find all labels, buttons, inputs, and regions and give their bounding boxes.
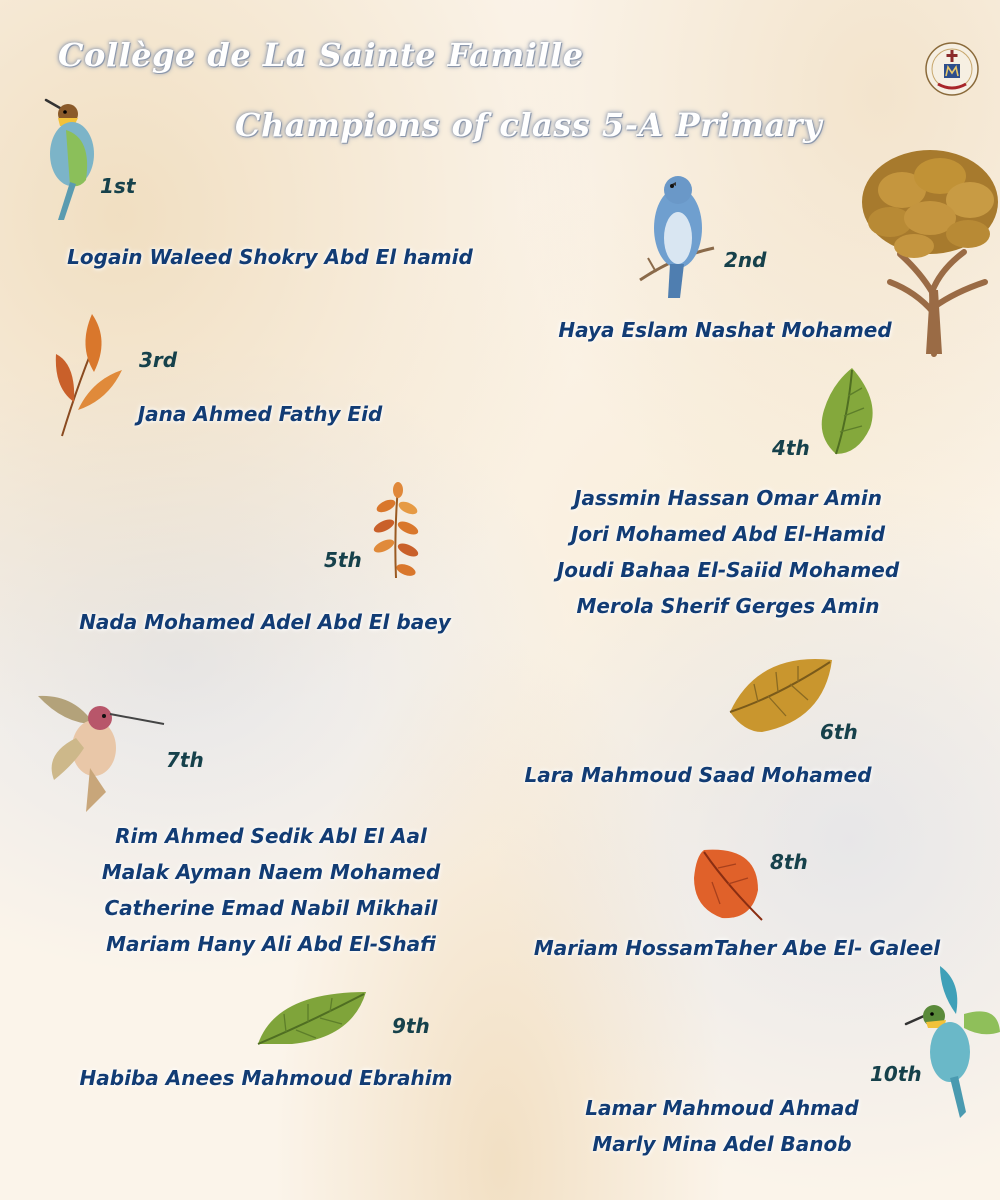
rank-label-4th: 4th [772,436,810,460]
winners-5th [70,610,460,634]
winner-name: Malak Ayman Naem Mohamed [101,860,441,884]
winners-2nd [540,318,910,342]
orange-fern-icon [370,482,422,582]
winner-name: Joudi Bahaa El-Saiid Mohamed [556,558,900,582]
kingfisher-bird-icon [904,962,1000,1120]
rank-label-5th: 5th [324,548,362,572]
winner-name: Lara Mahmoud Saad Mohamed [524,763,872,787]
winner-name: Mariam HossamTaher Abe El- Galeel [533,936,941,960]
winner-name: Mariam Hany Ali Abd El-Shafi [106,932,436,956]
olive-leaf-icon [256,988,368,1046]
red-leaf-icon [692,846,764,922]
winners-9th [64,1066,468,1090]
bee-eater-bird-icon [40,96,102,224]
rank-label-7th: 7th [166,748,204,772]
winner-name: Jassmin Hassan Omar Amin [574,486,882,510]
winner-name: Lamar Mahmoud Ahmad [585,1096,859,1120]
school-title: Collège de La Sainte Famille [58,36,584,74]
golden-leaf-icon [728,656,834,734]
winner-name: Logain Waleed Shokry Abd El hamid [67,245,473,269]
winners-3rd [120,402,400,426]
rank-label-1st: 1st [100,174,136,198]
winner-name: Merola Sherif Gerges Amin [576,594,880,618]
winner-name: Jori Mohamed Abd El-Hamid [570,522,886,546]
winners-6th [510,763,886,787]
winner-name: Catherine Emad Nabil Mikhail [104,896,438,920]
winners-4th [538,480,918,624]
winners-1st [60,245,480,269]
winner-name: Haya Eslam Nashat Mohamed [558,318,892,342]
rank-label-6th: 6th [820,720,858,744]
rank-label-3rd: 3rd [139,348,178,372]
winner-name: Jana Ahmed Fathy Eid [137,402,383,426]
winners-7th [84,818,458,962]
winner-name: Rim Ahmed Sedik Abl El Aal [115,824,427,848]
bluebird-icon [638,172,716,300]
rank-label-10th: 10th [870,1062,922,1086]
winners-10th [562,1090,882,1162]
rank-label-8th: 8th [770,850,808,874]
winner-name: Habiba Anees Mahmoud Ebrahim [79,1066,453,1090]
hummingbird-icon [34,684,166,816]
autumn-leaves-icon [52,310,126,438]
rank-label-2nd: 2nd [724,248,767,272]
rank-label-9th: 9th [392,1014,430,1038]
green-leaf-icon [818,366,878,458]
winner-name: Marly Mina Adel Banob [592,1132,852,1156]
winners-8th [514,936,960,960]
class-title: Champions of class 5-A Primary [235,106,823,144]
school-crest-icon [924,36,980,102]
winner-name: Nada Mohamed Adel Abd El baey [79,610,451,634]
